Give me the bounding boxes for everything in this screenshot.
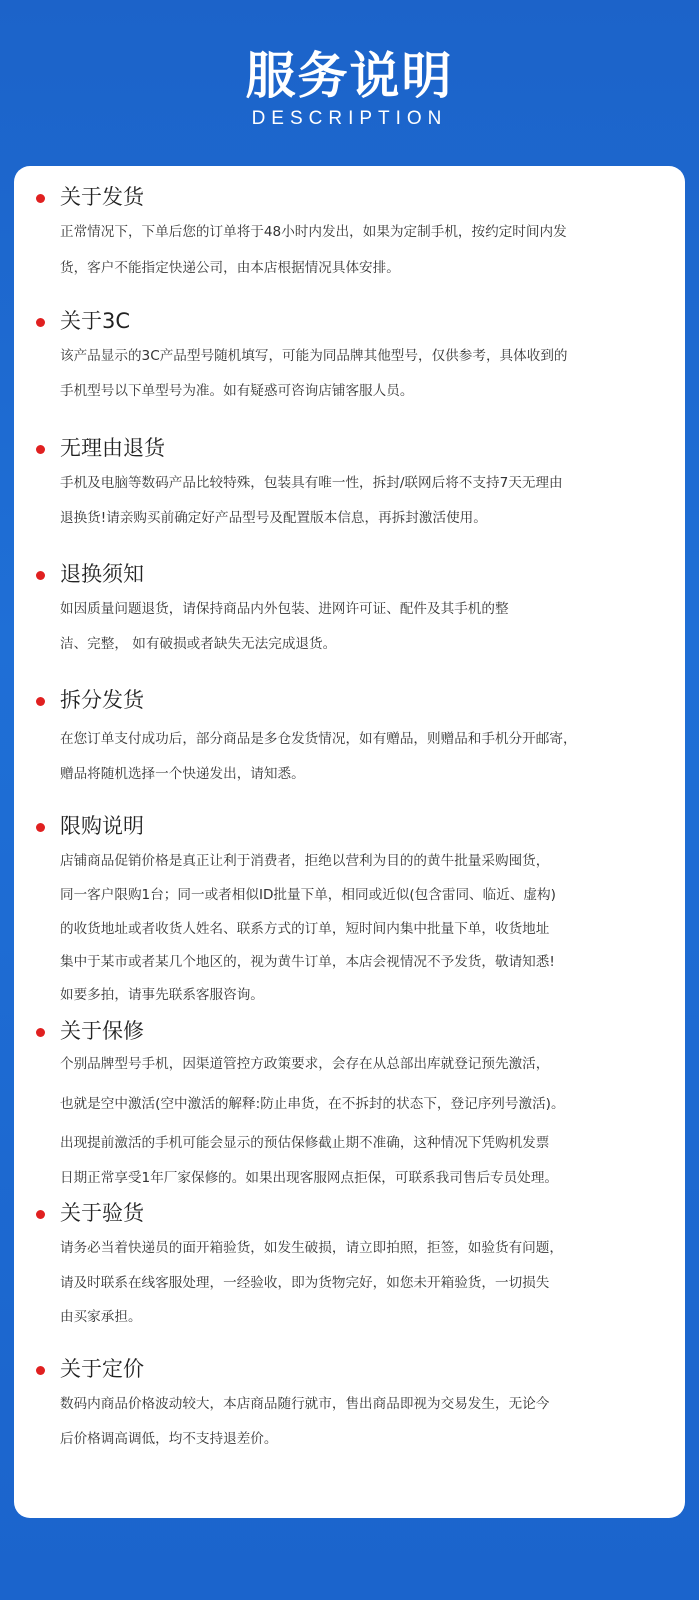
section-title: 退换须知 — [60, 562, 144, 586]
section-shipping — [14, 180, 685, 276]
section-line: 同一客户限购1台；同一或者相似ID批量下单，相同或近似(包含雷同、临近、虚构) — [60, 887, 556, 903]
section-line: 日期正常享受1年厂家保修的。如果出现客服网点拒保，可联系我司售后专员处理。 — [60, 1170, 559, 1186]
section-line: 请务必当着快递员的面开箱验货，如发生破损，请立即拍照，拒签，如验货有问题， — [60, 1240, 563, 1256]
section-line: 集中于某市或者某几个地区的，视为黄牛订单，本店会视情况不予发货，敬请知悉! — [60, 954, 555, 970]
section-line: 在您订单支付成功后，部分商品是多仓发货情况，如有赠品，则赠品和手机分开邮寄， — [60, 731, 577, 747]
section-title: 关于验货 — [60, 1201, 144, 1225]
section-title: 无理由退货 — [60, 436, 165, 460]
page-subtitle: DESCRIPTION — [251, 108, 448, 129]
section-title: 关于保修 — [60, 1019, 144, 1043]
section-inspection — [14, 1196, 685, 1325]
background-band — [0, 1518, 699, 1600]
section-line: 也就是空中激活(空中激活的解释:防止串货，在不拆封的状态下，登记序列号激活)。 — [60, 1096, 565, 1112]
section-line: 出现提前激活的手机可能会显示的预估保修截止期不准确，这种情况下凭购机发票 — [60, 1135, 550, 1151]
section-warranty — [14, 1014, 685, 1186]
section-line: 如要多拍，请事先联系客服咨询。 — [60, 987, 264, 1003]
section-title: 关于定价 — [60, 1357, 144, 1381]
section-line: 数码内商品价格波动较大，本店商品随行就市，售出商品即视为交易发生，无论今 — [60, 1396, 550, 1412]
section-title: 拆分发货 — [60, 688, 144, 712]
bullet-dot-icon — [36, 1366, 45, 1375]
section-title: 限购说明 — [60, 814, 144, 838]
section-line: 后价格调高调低，均不支持退差价。 — [60, 1431, 278, 1447]
section-line: 的收货地址或者收货人姓名、联系方式的订单，短时间内集中批量下单，收货地址 — [60, 921, 550, 937]
bullet-dot-icon — [36, 318, 45, 327]
section-pricing — [14, 1352, 685, 1447]
section-no-reason-return — [14, 431, 685, 526]
section-3c — [14, 304, 685, 399]
page-title: 服务说明 — [245, 47, 454, 105]
section-line: 手机型号以下单型号为准。如有疑惑可咨询店铺客服人员。 — [60, 383, 414, 399]
description-card — [14, 166, 685, 1518]
header — [0, 0, 699, 166]
section-purchase-limit — [14, 809, 685, 1003]
bullet-dot-icon — [36, 823, 45, 832]
section-line: 由买家承担。 — [60, 1309, 142, 1325]
bullet-dot-icon — [36, 1210, 45, 1219]
section-line: 洁、完整， 如有破损或者缺失无法完成退货。 — [60, 636, 337, 652]
section-title: 关于发货 — [60, 185, 144, 209]
section-line: 正常情况下，下单后您的订单将于48小时内发出，如果为定制手机，按约定时间内发 — [60, 224, 567, 240]
bullet-dot-icon — [36, 571, 45, 580]
section-line: 货，客户不能指定快递公司，由本店根据情况具体安排。 — [60, 260, 400, 276]
section-line: 请及时联系在线客服处理，一经验收，即为货物完好，如您未开箱验货，一切损失 — [60, 1275, 550, 1291]
bullet-dot-icon — [36, 1028, 45, 1037]
section-title: 关于3C — [60, 309, 131, 333]
section-line: 该产品显示的3C产品型号随机填写，可能为同品牌其他型号，仅供参考，具体收到的 — [60, 348, 568, 364]
section-split-shipping — [14, 683, 685, 782]
section-line: 手机及电脑等数码产品比较特殊，包装具有唯一性，拆封/联网后将不支持7天无理由 — [60, 475, 563, 491]
section-line: 退换货!请亲购买前确定好产品型号及配置版本信息，再拆封激活使用。 — [60, 510, 487, 526]
section-return-notice — [14, 557, 685, 652]
section-line: 个别品牌型号手机，因渠道管控方政策要求，会存在从总部出库就登记预先激活， — [60, 1056, 550, 1072]
section-line: 赠品将随机选择一个快递发出，请知悉。 — [60, 766, 305, 782]
section-line: 如因质量问题退货，请保持商品内外包装、进网许可证、配件及其手机的整 — [60, 601, 509, 617]
bullet-dot-icon — [36, 697, 45, 706]
bullet-dot-icon — [36, 445, 45, 454]
bullet-dot-icon — [36, 194, 45, 203]
section-line: 店铺商品促销价格是真正让利于消费者，拒绝以营利为目的的黄牛批量采购囤货， — [60, 853, 550, 869]
